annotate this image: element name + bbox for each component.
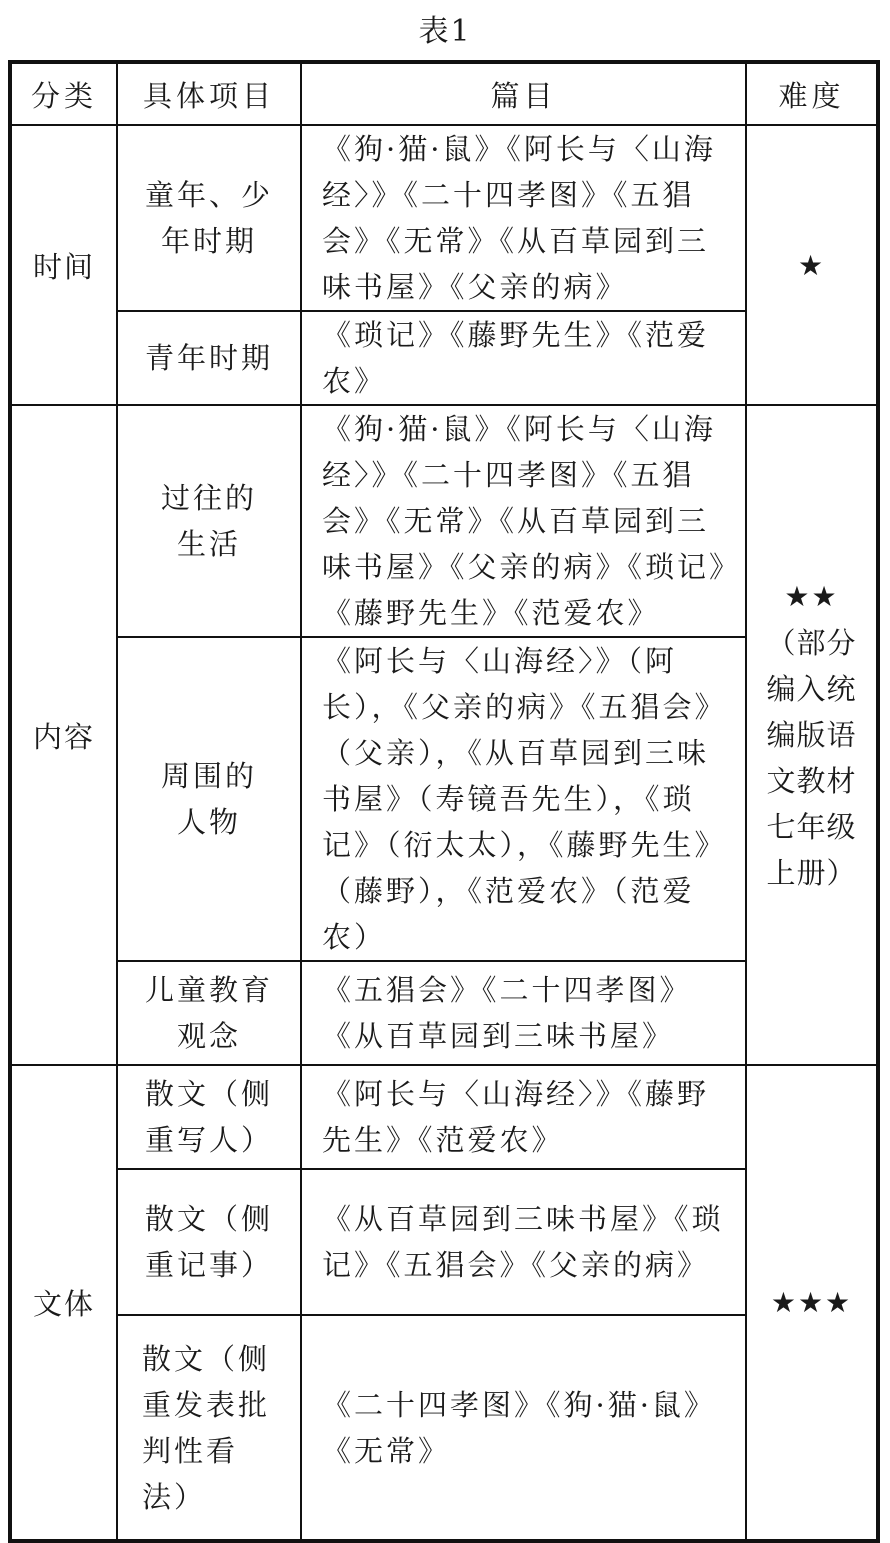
item-cell: 童年、少 年时期	[117, 125, 301, 311]
difficulty-content	[746, 405, 878, 1065]
works-cell: 《阿长与〈山海经〉》《藤野先生》《范爱农》	[301, 1065, 746, 1169]
works-cell: 《狗·猫·鼠》《阿长与〈山海经〉》《二十四孝图》《五猖会》《无常》《从百草园到三味书屋》《父亲的病》《琐记》《藤野先生》《范爱农》	[301, 405, 746, 637]
difficulty-time	[746, 125, 878, 405]
table-row	[10, 1065, 878, 1169]
header-difficulty: 难度	[746, 62, 878, 125]
header-category: 分类	[10, 62, 117, 125]
works-cell: 《狗·猫·鼠》《阿长与〈山海经〉》《二十四孝图》《五猖会》《无常》《从百草园到三味书屋》《父亲的病》	[301, 125, 746, 311]
table-row	[10, 125, 878, 311]
header-row	[10, 62, 878, 125]
table-row	[10, 405, 878, 637]
difficulty-stars: ★★	[784, 580, 839, 613]
lu-xun-works-table	[8, 60, 880, 1543]
category-time: 时间	[10, 125, 117, 405]
difficulty-note: （部分 编入统 编版语 文教材 七年级 上册）	[766, 626, 857, 890]
item-cell: 儿童教育 观念	[117, 961, 301, 1065]
difficulty-stars: ★	[797, 248, 826, 282]
category-style: 文体	[10, 1065, 117, 1541]
item-cell: 散文（侧 重记事）	[117, 1169, 301, 1315]
works-cell: 《五猖会》《二十四孝图》《从百草园到三味书屋》	[301, 961, 746, 1065]
works-cell: 《二十四孝图》《狗·猫·鼠》《无常》	[301, 1315, 746, 1541]
header-item: 具体项目	[117, 62, 301, 125]
difficulty-style	[746, 1065, 878, 1541]
works-cell: 《琐记》《藤野先生》《范爱农》	[301, 311, 746, 405]
header-works: 篇目	[301, 62, 746, 125]
works-cell: 《阿长与〈山海经〉》（阿长），《父亲的病》《五猖会》（父亲），《从百草园到三味书屋》（寿镜吾先生），《琐记》（衍太太），《藤野先生》（藤野），《范爱农》（范爱农）	[301, 637, 746, 961]
item-cell: 周围的 人物	[117, 637, 301, 961]
item-cell: 散文（侧重发表批判性看法）	[117, 1315, 301, 1541]
table-caption: 表1	[418, 14, 472, 49]
works-cell: 《从百草园到三味书屋》《琐记》《五猖会》《父亲的病》	[301, 1169, 746, 1315]
item-cell: 散文（侧 重写人）	[117, 1065, 301, 1169]
difficulty-stars: ★★★	[770, 1286, 853, 1319]
item-cell: 青年时期	[117, 311, 301, 405]
item-cell: 过往的 生活	[117, 405, 301, 637]
category-content: 内容	[10, 405, 117, 1065]
